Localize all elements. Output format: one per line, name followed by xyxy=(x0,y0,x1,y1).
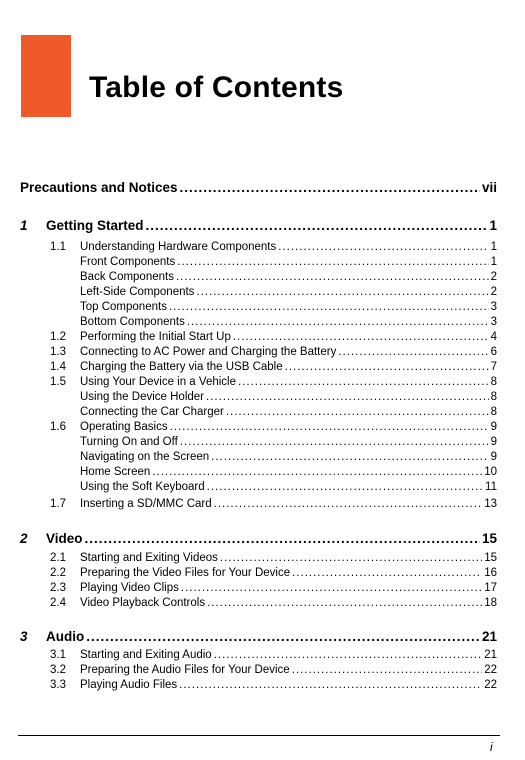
toc-entry-page: 11 xyxy=(485,481,497,493)
toc-entry[interactable] xyxy=(80,301,497,313)
toc-entry[interactable] xyxy=(20,180,497,195)
toc-entry-number: 1.3 xyxy=(50,346,66,358)
toc-entry-page: 7 xyxy=(490,361,497,373)
toc-entry-page: 21 xyxy=(481,629,497,644)
toc-entry-label: Operating Basics xyxy=(80,421,168,433)
toc-entry[interactable] xyxy=(50,421,497,433)
toc-entry-label: Video Playback Controls xyxy=(80,597,206,609)
toc-entry-label: Performing the Initial Start Up xyxy=(80,331,231,343)
toc-entry-number: 2.4 xyxy=(50,597,66,609)
toc-entry-number: 1.1 xyxy=(50,241,66,253)
toc-entry-number: 3.2 xyxy=(50,664,66,676)
toc-entry[interactable] xyxy=(50,346,497,358)
toc-entry[interactable] xyxy=(50,567,497,579)
toc-entry-page: 10 xyxy=(484,466,497,478)
toc-entry-page: 2 xyxy=(490,286,497,298)
toc-entry-page: 8 xyxy=(490,406,497,418)
toc-dot-leader xyxy=(86,629,480,644)
toc-entry[interactable] xyxy=(20,629,497,644)
toc-dot-leader xyxy=(152,466,482,478)
toc-entry-page: 22 xyxy=(484,679,497,691)
toc-entry[interactable] xyxy=(20,218,497,233)
toc-entry-page: 9 xyxy=(490,421,497,433)
toc-dot-leader xyxy=(170,421,489,433)
toc-dot-leader xyxy=(187,316,489,328)
toc-entry[interactable] xyxy=(50,241,497,253)
toc-dot-leader xyxy=(278,241,488,253)
footer-page-number: i xyxy=(490,740,493,754)
toc-dot-leader xyxy=(146,218,488,233)
toc-entry-page: 3 xyxy=(490,316,497,328)
toc-entry-label: Home Screen xyxy=(80,466,151,478)
toc-entry-number: 3 xyxy=(20,629,28,644)
toc-entry-page: 1 xyxy=(490,241,497,253)
toc-entry-label: Playing Audio Files xyxy=(80,679,178,691)
toc-entry[interactable] xyxy=(80,436,497,448)
toc-entry-number: 1.4 xyxy=(50,361,66,373)
toc-entry-page: 16 xyxy=(484,567,497,579)
toc-dot-leader xyxy=(180,180,480,195)
toc-entry[interactable] xyxy=(80,256,497,268)
toc-dot-leader xyxy=(338,346,488,358)
toc-dot-leader xyxy=(233,331,489,343)
toc-entry-page: 21 xyxy=(484,649,497,661)
toc-entry[interactable] xyxy=(80,406,497,418)
toc-entry-number: 1.7 xyxy=(50,498,66,510)
toc-entry-label: Using Your Device in a Vehicle xyxy=(80,376,236,388)
toc-entry-page: 13 xyxy=(484,498,497,510)
toc-entry-label: Connecting to AC Power and Charging the Battery xyxy=(80,346,337,358)
toc-dot-leader xyxy=(285,361,489,373)
toc-entry-label: Inserting a SD/MMC Card xyxy=(80,498,212,510)
toc-entry-page: 9 xyxy=(490,436,497,448)
toc-entry[interactable] xyxy=(80,316,497,328)
toc-entry-page: 15 xyxy=(484,552,497,564)
toc-entry-page: 6 xyxy=(490,346,497,358)
footer-rule xyxy=(18,735,500,736)
toc-entry-label: Navigating on the Screen xyxy=(80,451,210,463)
toc-entry[interactable] xyxy=(80,271,497,283)
toc-entry-number: 2 xyxy=(20,531,28,546)
toc-entry-label: Starting and Exiting Videos xyxy=(80,552,218,564)
toc-entry-number: 1.6 xyxy=(50,421,66,433)
toc-entry-label: Bottom Components xyxy=(80,316,185,328)
toc-entry-label: Precautions and Notices xyxy=(20,180,178,195)
toc-dot-leader xyxy=(226,406,489,418)
toc-entry[interactable] xyxy=(80,481,497,493)
toc-entry[interactable] xyxy=(50,679,497,691)
toc-entry-label: Turning On and Off xyxy=(80,436,178,448)
toc-entry[interactable] xyxy=(80,466,497,478)
toc-entry-number: 3.3 xyxy=(50,679,66,691)
toc-entry[interactable] xyxy=(80,391,497,403)
toc-dot-leader xyxy=(220,552,482,564)
toc-dot-leader xyxy=(177,256,488,268)
toc-entry-label: Connecting the Car Charger xyxy=(80,406,224,418)
page-title: Table of Contents xyxy=(89,71,344,104)
toc-entry-label: Playing Video Clips xyxy=(80,582,179,594)
toc-entry-label: Preparing the Audio Files for Your Device xyxy=(80,664,290,676)
toc-entry-label: Preparing the Video Files for Your Device xyxy=(80,567,291,579)
toc-entry-number: 2.3 xyxy=(50,582,66,594)
toc-dot-leader xyxy=(179,679,482,691)
toc-dot-leader xyxy=(85,531,480,546)
toc-entry[interactable] xyxy=(50,597,497,609)
toc-dot-leader xyxy=(169,301,489,313)
toc-entry[interactable] xyxy=(50,498,497,510)
toc-entry-label: Using the Device Holder xyxy=(80,391,205,403)
toc-dot-leader xyxy=(207,597,482,609)
toc-entry-page: 17 xyxy=(484,582,497,594)
toc-entry-page: 18 xyxy=(484,597,497,609)
toc-entry-page: 9 xyxy=(490,451,497,463)
toc-entry-number: 1.5 xyxy=(50,376,66,388)
toc-entry[interactable] xyxy=(50,361,497,373)
toc-entry-number: 1.2 xyxy=(50,331,66,343)
toc-entry-page: 8 xyxy=(490,391,497,403)
toc-entry-page: 2 xyxy=(490,271,497,283)
toc-entry-page: 1 xyxy=(489,218,497,233)
toc-entry[interactable] xyxy=(80,451,497,463)
toc-dot-leader xyxy=(292,567,482,579)
toc-dot-leader xyxy=(292,664,483,676)
toc-dot-leader xyxy=(181,582,482,594)
toc-dot-leader xyxy=(196,286,488,298)
toc-entry-page: vii xyxy=(481,180,497,195)
toc-dot-leader xyxy=(211,451,488,463)
toc-entry-number: 3.1 xyxy=(50,649,66,661)
toc-entry-label: Audio xyxy=(46,629,85,644)
toc-dot-leader xyxy=(206,391,489,403)
toc-dot-leader xyxy=(238,376,489,388)
toc-entry-number: 1 xyxy=(20,218,28,233)
toc-entry[interactable] xyxy=(80,286,497,298)
toc-entry-label: Using the Soft Keyboard xyxy=(80,481,205,493)
toc-dot-leader xyxy=(176,271,489,283)
toc-entry[interactable] xyxy=(50,331,497,343)
toc-entry-page: 3 xyxy=(490,301,497,313)
toc-entry-number: 2.1 xyxy=(50,552,66,564)
toc-entry-label: Charging the Battery via the USB Cable xyxy=(80,361,283,373)
toc-entry-page: 22 xyxy=(484,664,497,676)
toc-entry[interactable] xyxy=(50,664,497,676)
toc-entry-label: Starting and Exiting Audio xyxy=(80,649,212,661)
toc-entry[interactable] xyxy=(50,649,497,661)
toc-dot-leader xyxy=(214,649,483,661)
toc-entry-label: Understanding Hardware Components xyxy=(80,241,277,253)
toc-dot-leader xyxy=(207,481,483,493)
toc-entry-page: 4 xyxy=(490,331,497,343)
toc-entry-label: Getting Started xyxy=(46,218,144,233)
toc-entry[interactable] xyxy=(20,531,497,546)
toc-entry[interactable] xyxy=(50,376,497,388)
toc-entry-page: 15 xyxy=(481,531,497,546)
toc-entry-label: Back Components xyxy=(80,271,174,283)
toc-entry[interactable] xyxy=(50,582,497,594)
toc-entry[interactable] xyxy=(50,552,497,564)
toc-entry-label: Front Components xyxy=(80,256,176,268)
toc-entry-number: 2.2 xyxy=(50,567,66,579)
toc-entry-page: 1 xyxy=(490,256,497,268)
toc-entry-label: Top Components xyxy=(80,301,167,313)
toc-entry-label: Left-Side Components xyxy=(80,286,195,298)
toc-dot-leader xyxy=(214,498,483,510)
toc-entry-label: Video xyxy=(46,531,83,546)
toc-entry-page: 8 xyxy=(490,376,497,388)
toc-dot-leader xyxy=(180,436,489,448)
